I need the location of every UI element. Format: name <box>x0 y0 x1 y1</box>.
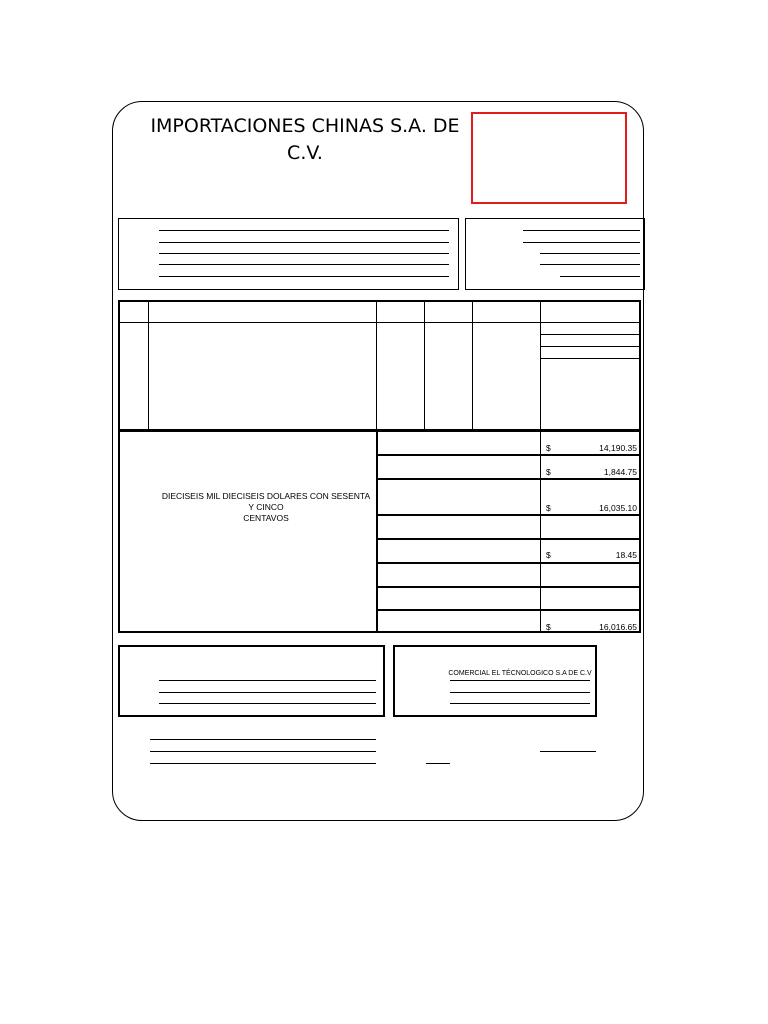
invoice-info-line <box>560 276 640 277</box>
invoice-info-box <box>465 218 645 290</box>
tax-currency: $ <box>546 467 551 477</box>
client-line <box>450 680 590 681</box>
subtotal-amount: 14,190.35 <box>599 443 637 453</box>
company-title <box>150 113 460 167</box>
totals-divider <box>376 430 378 633</box>
bottom-short-line <box>426 763 450 764</box>
customer-info-box <box>118 218 459 290</box>
invoice-info-line <box>540 253 640 254</box>
items-header-separator <box>118 322 541 323</box>
items-column-divider <box>424 300 425 431</box>
total-amount: 16,035.10 <box>599 503 637 513</box>
client-company-name: COMERCIAL EL TÉCNOLOGICO S.A DE C.V <box>448 670 592 677</box>
amount-in-words <box>160 491 372 524</box>
invoice-info-line <box>523 230 640 231</box>
net-total-amount: 16,016.65 <box>599 622 637 632</box>
company-title-line2: C.V. <box>287 142 323 164</box>
items-amount-row-line <box>540 334 641 335</box>
totals-row-line <box>376 514 641 516</box>
totals-row-line <box>376 586 641 588</box>
client-line <box>450 703 590 704</box>
signature-line <box>159 692 376 693</box>
totals-divider <box>540 430 541 633</box>
items-column-divider <box>540 300 541 431</box>
signature-box-left <box>118 645 385 717</box>
stamp-box <box>471 112 627 204</box>
subtotal-currency: $ <box>546 443 551 453</box>
signature-line <box>159 680 376 681</box>
totals-row-line <box>376 562 641 564</box>
items-column-divider <box>376 300 377 431</box>
totals-row-line <box>376 454 641 456</box>
customer-line <box>159 253 449 254</box>
retention-amount: 18.45 <box>615 550 637 560</box>
client-line <box>450 692 590 693</box>
items-amount-row-line <box>540 358 641 359</box>
totals-section <box>118 430 641 633</box>
customer-line <box>159 276 449 277</box>
items-amount-row-line <box>540 346 641 347</box>
totals-row-line <box>376 538 641 540</box>
total-currency: $ <box>546 503 551 513</box>
bottom-line <box>150 763 376 764</box>
totals-row-line <box>376 478 641 480</box>
net-total-currency: $ <box>546 622 551 632</box>
items-column-divider <box>148 300 149 431</box>
items-amount-row-line <box>540 322 641 323</box>
customer-line <box>159 242 449 243</box>
bottom-line <box>150 751 376 752</box>
company-title-line1: IMPORTACIONES CHINAS S.A. DE <box>150 115 460 137</box>
items-table <box>118 300 641 431</box>
customer-line <box>159 230 449 231</box>
amount-in-words-line2: CENTAVOS <box>243 513 289 523</box>
invoice-info-line <box>540 264 640 265</box>
signature-line <box>159 703 376 704</box>
totals-row-line <box>376 609 641 611</box>
tax-amount: 1,844.75 <box>603 467 637 477</box>
bottom-line <box>150 739 376 740</box>
bottom-short-line <box>540 751 596 752</box>
items-column-divider <box>472 300 473 431</box>
retention-currency: $ <box>546 550 551 560</box>
amount-in-words-line1: DIECISEIS MIL DIECISEIS DOLARES CON SESENTA Y CINCO <box>161 491 371 512</box>
invoice-info-line <box>523 242 640 243</box>
signature-box-right <box>393 645 597 717</box>
customer-line <box>159 264 449 265</box>
